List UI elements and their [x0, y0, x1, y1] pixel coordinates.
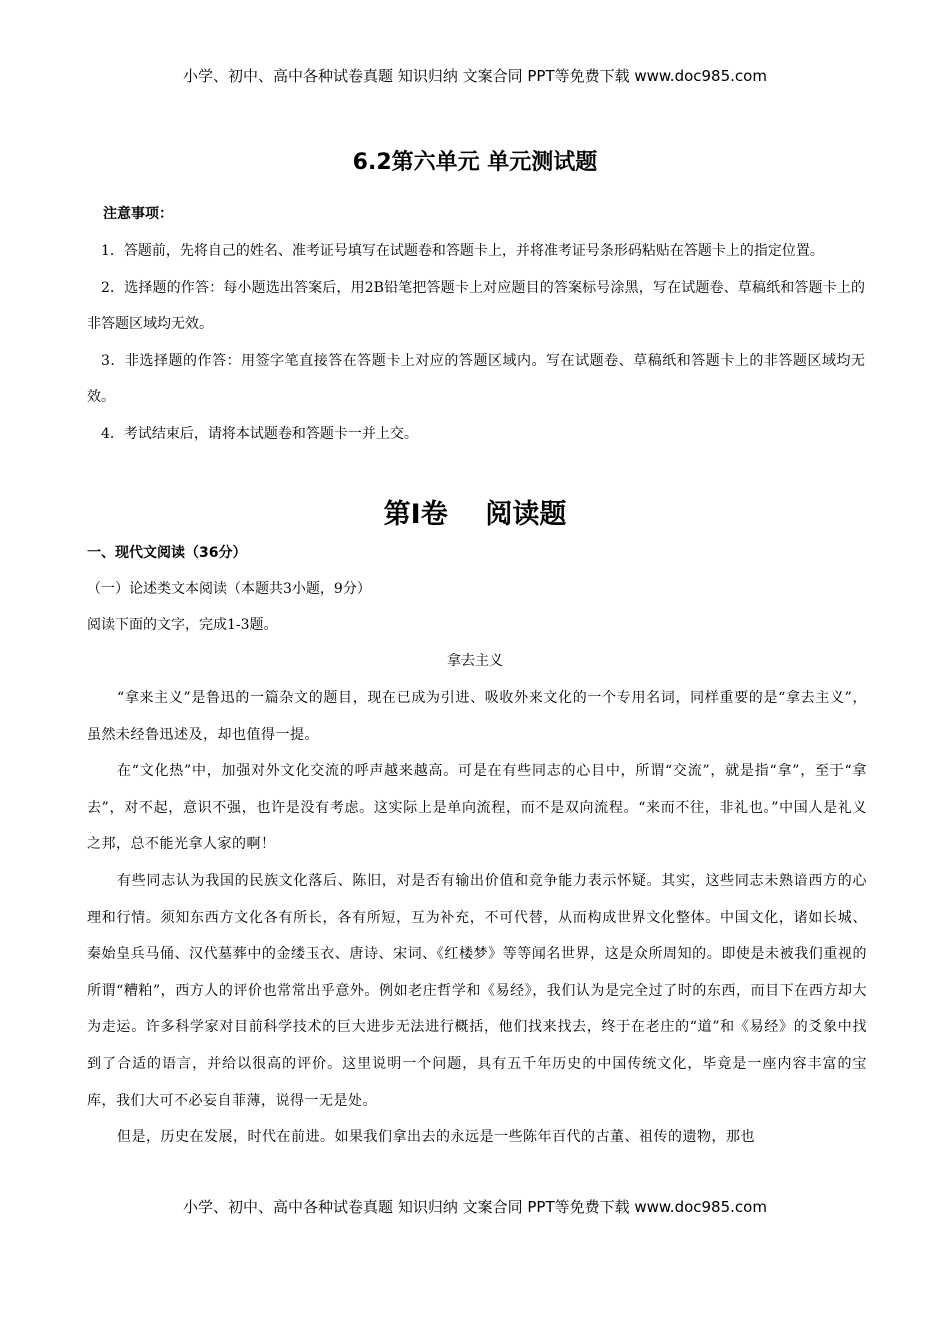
page-title: 6.2第六单元 单元测试题 — [352, 150, 598, 175]
notice-heading: 注意事项： — [103, 206, 173, 222]
passage-paragraph-3: 有些同志认为我国的民族文化落后、陈旧，对是否有输出价值和竞争能力表示怀疑。其实，这些同志未熟谙西方的心理和行情。须知东西方文化各有所长，各有所短，互为补充，不可代替，从而构成世界文化整体。中国文化，诸如长城、秦始皇兵马俑、汉代墓葬中的金缕玉衣、唐诗、宋词、《红楼梦》等等闻名世界，这是众所周知的。即使是未被我们重视的所谓“糟粕”，西方人的评价也常常出乎意外。例如老庄哲学和《易经》，我们认为是完全过了时的东西，而目下在西方却大为走运。许多科学家对目前科学技术的巨大进步无法进行概括，他们找来找去，终于在老庄的“道”和《易经》的爻象中找到了合适的语言，并给以很高的评价。这里说明一个问题，具有五千年历史的中国传统文化，毕竟是一座内容丰富的宝库，我们大可不必妄自菲薄，说得一无是处。 — [87, 872, 867, 1109]
page-header: 小学、初中、高中各种试卷真题 知识归纳 文案合同 PPT等免费下载 www.doc985.com — [183, 67, 767, 85]
notice-item-4: 4．考试结束后，请将本试题卷和答题卡一并上交。 — [101, 425, 418, 442]
reading-instruction: 阅读下面的文字，完成1-3题。 — [87, 617, 278, 633]
page-footer: 小学、初中、高中各种试卷真题 知识归纳 文案合同 PPT等免费下载 www.doc985.com — [183, 1198, 767, 1216]
notice-item-2: 2．选择题的作答：每小题选出答案后，用2B铅笔把答题卡上对应题目的答案标号涂黑，写在试题卷、草稿纸和答题卡上的非答题区域均无效。 — [87, 279, 865, 332]
section-heading: 一、现代文阅读（36分） — [87, 545, 247, 561]
notice-block — [87, 203, 865, 452]
notice-item-3: 3．非选择题的作答：用签字笔直接答在答题卡上对应的答题区域内。写在试题卷、草稿纸和答题卡上的非答题区域均无效。 — [87, 352, 865, 405]
passage-paragraph-1: “拿来主义”是鲁迅的一篇杂文的题目，现在已成为引进、吸收外来文化的一个专用名词，同样重要的是“拿去主义”，虽然未经鲁迅述及，却也值得一提。 — [87, 690, 867, 743]
passage-paragraph-4: 但是，历史在发展，时代在前进。如果我们拿出去的永远是一些陈年百代的古董、祖传的遗物，那也 — [117, 1129, 755, 1146]
passage-title: 拿去主义 — [447, 653, 503, 669]
passage-paragraph-2: 在“文化热”中，加强对外文化交流的呼声越来越高。可是在有些同志的心目中，所谓“交流”，就是指“拿”，至于“拿去”，对不起，意识不强，也许是没有考虑。这实际上是单向流程，而不是双向流程。“来而不往，非礼也。”中国人是礼义之邦，总不能光拿人家的啊！ — [87, 763, 867, 853]
notice-item-1: 1．答题前，先将自己的姓名、准考证号填写在试题卷和答题卡上，并将准考证号条形码粘贴在答题卡上的指定位置。 — [101, 243, 824, 259]
subsection-heading: （一）论述类文本阅读（本题共3小题，9分） — [87, 581, 371, 597]
volume-title: 第Ⅰ卷 阅读题 — [383, 499, 567, 530]
passage-body — [87, 680, 867, 1156]
